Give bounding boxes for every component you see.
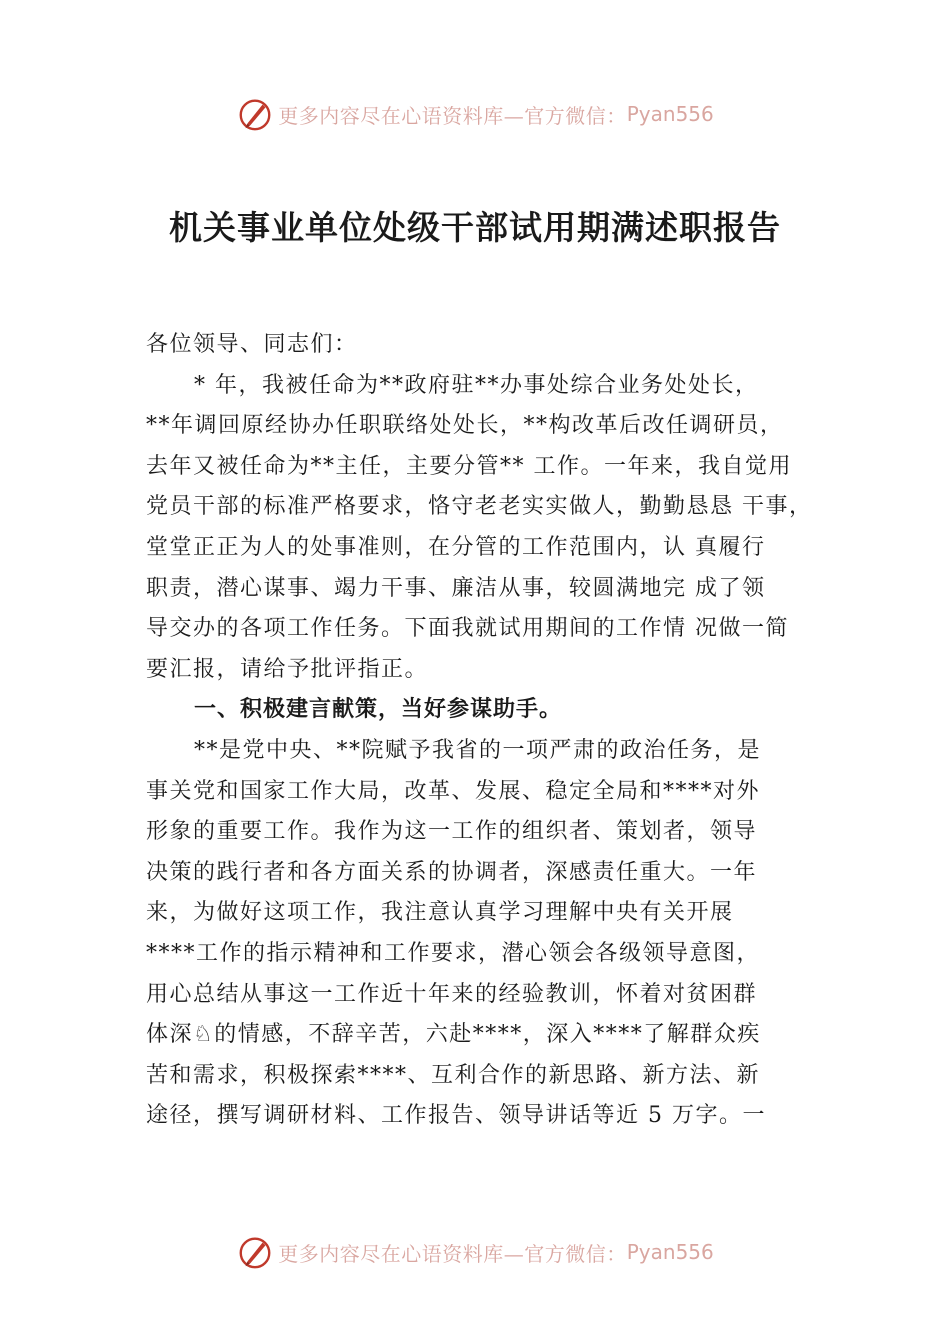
paragraph-line: 决策的践行者和各方面关系的协调者，深感责任重大。一年 xyxy=(146,859,758,885)
pen-logo-icon xyxy=(236,1233,274,1271)
paragraph-line: **是党中央、**院赋予我省的一项严肃的政治任务，是 xyxy=(194,737,762,763)
paragraph-line: 用心总结从事这一工作近十年来的经验教训，怀着对贫困群 xyxy=(146,981,758,1007)
paragraph-line: 堂堂正正为人的处事准则，在分管的工作范围内，认 真履行 xyxy=(146,534,766,560)
paragraph-line: 体深♘的情感，不辞辛苦，六赴****，深入****了解群众疾 xyxy=(146,1022,761,1048)
paragraph-line: 苦和需求，积极探索****、互利合作的新思路、新方法、新 xyxy=(146,1062,761,1088)
paragraph-line: ****工作的指示精神和工作要求，潜心领会各级领导意图， xyxy=(146,940,761,966)
paragraph-line: 职责，潜心谋事、竭力干事、廉洁从事，较圆满地完 成了领 xyxy=(146,575,766,601)
paragraph-line: 途径，撰写调研材料、工作报告、领导讲话等近 5 万字。一 xyxy=(146,1103,766,1129)
paragraph-line: **年调回原经协办任职联络处处长，**构改革后改任调研员， xyxy=(146,413,784,439)
paragraph-line: 形象的重要工作。我作为这一工作的组织者、策划者，领导 xyxy=(146,819,758,845)
salutation-line: 各位领导、同志们： xyxy=(146,332,358,357)
paragraph-line: 导交办的各项工作任务。下面我就试用期间的工作情 况做一简 xyxy=(146,616,789,642)
banner-account: Pyan556 xyxy=(626,1240,714,1264)
paragraph-line: 来，为做好这项工作，我注意认真学习理解中央有关开展 xyxy=(146,900,734,926)
section-heading: 一、积极建言献策，当好参谋助手。 xyxy=(194,697,563,723)
pen-logo-icon xyxy=(236,95,274,133)
banner-text: 更多内容尽在心语资料库—官方微信： xyxy=(278,1241,627,1266)
watermark-banner-bottom xyxy=(0,1232,950,1272)
paragraph-line: 要汇报，请给予批评指正。 xyxy=(146,656,429,682)
document-body xyxy=(146,325,836,1137)
paragraph-line: * 年，我被任命为**政府驻**办事处综合业务处处长， xyxy=(194,372,759,398)
banner-account: Pyan556 xyxy=(626,102,714,126)
paragraph-line: 事关党和国家工作大局，改革、发展、稳定全局和****对外 xyxy=(146,778,761,804)
paragraph-line: 去年又被任命为**主任，主要分管** 工作。一年来，我自觉用 xyxy=(146,453,792,479)
banner-text: 更多内容尽在心语资料库—官方微信： xyxy=(278,103,627,128)
watermark-banner-top xyxy=(0,94,950,134)
paragraph-line: 党员干部的标准严格要求，恪守老老实实做人，勤勤恳恳 干事， xyxy=(146,494,813,520)
document-title: 机关事业单位处级干部试用期满述职报告 xyxy=(169,208,781,247)
